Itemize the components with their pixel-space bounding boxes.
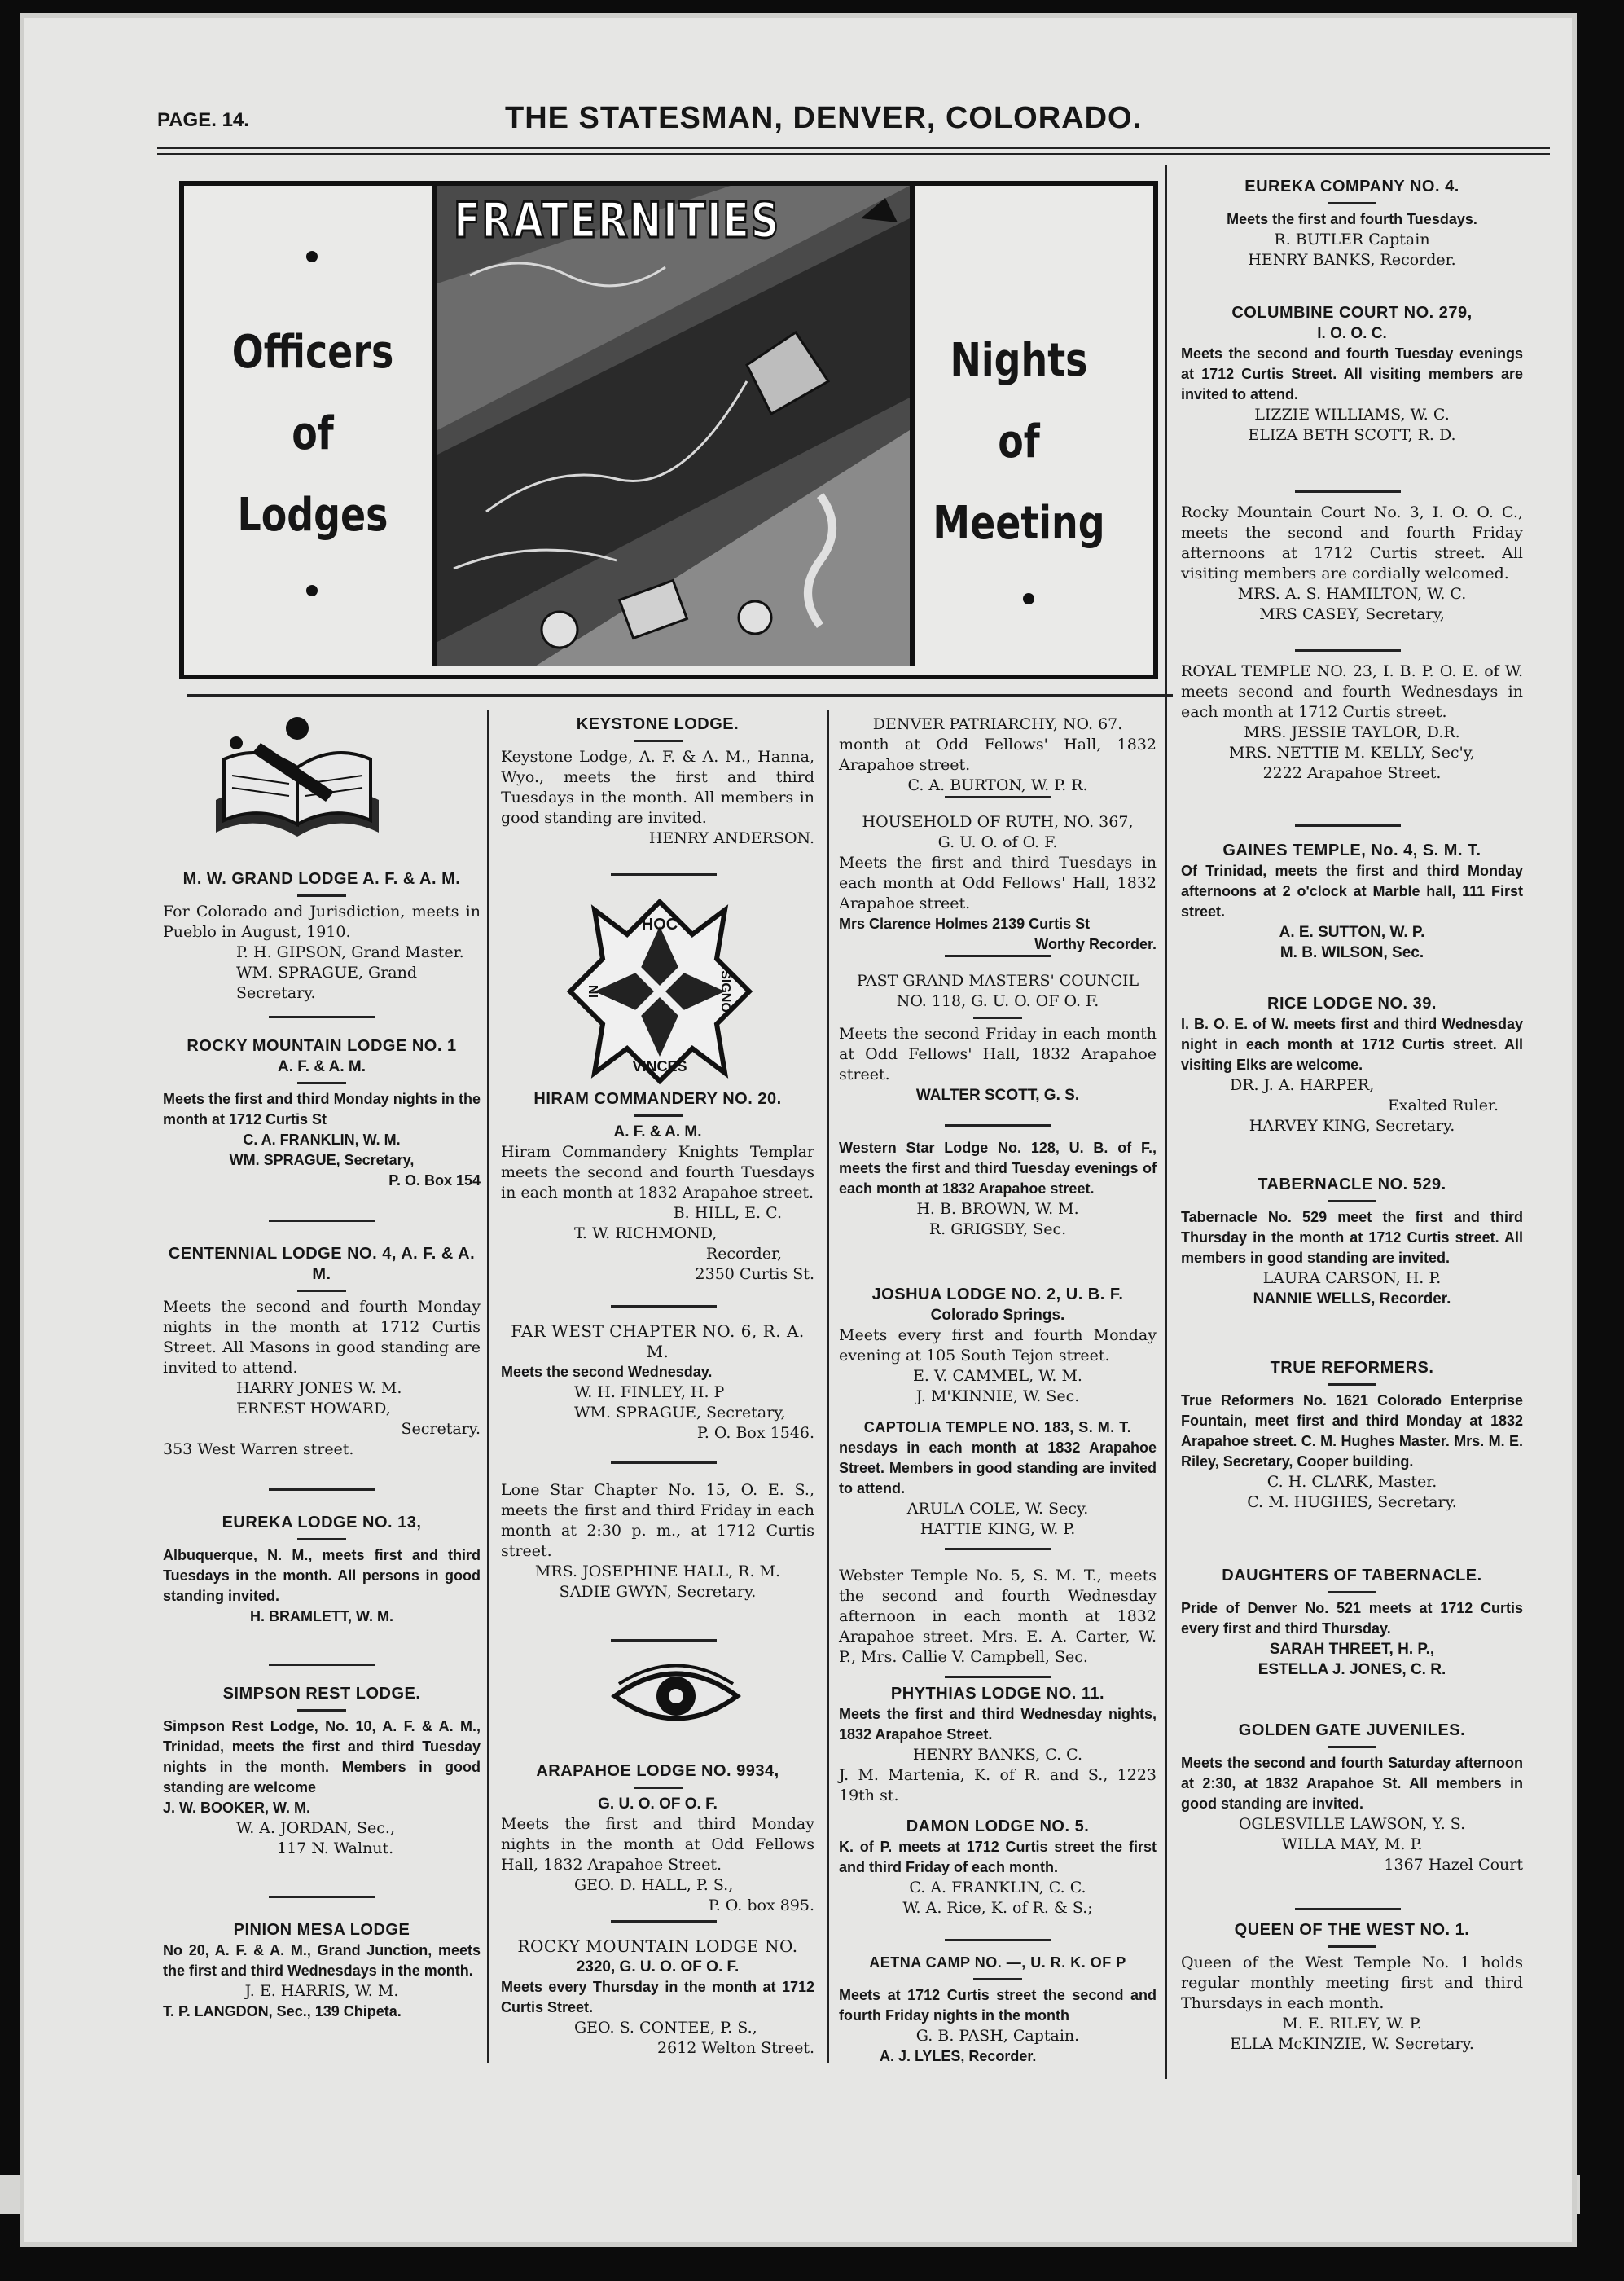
- officer: W. A. JORDAN, Sec.,: [236, 1819, 396, 1837]
- short-rule: [1328, 1200, 1376, 1202]
- all-seeing-eye-icon: [611, 1664, 741, 1729]
- officer: C. H. CLARK, Master.: [1266, 1473, 1437, 1491]
- officer: Mrs Clarence Holmes 2139 Curtis St: [839, 916, 1091, 932]
- entry-body: Meets the second and fourth Saturday afternoon at 2:30, at 1832 Arapahoe St. All members in good standing are invited.: [1181, 1755, 1523, 1812]
- officer: M. E. RILEY, W. P.: [1282, 2015, 1422, 2033]
- page-number: PAGE. 14.: [157, 109, 249, 131]
- lodge-entry: [839, 1566, 1157, 1668]
- officer: MRS CASEY, Secretary,: [1259, 605, 1445, 623]
- entry-title: CAPTOLIA TEMPLE NO. 183, S. M. T.: [863, 1419, 1132, 1435]
- column-rule: [487, 710, 489, 2063]
- entry-body: Webster Temple No. 5, S. M. T., meets the second and fourth Wednesday afternoon in each month at 1832 Arapahoe street. Mrs. E. A. Carter, W. P., Mrs. Callie V. Campbell, Sec.: [839, 1567, 1157, 1666]
- entry-body: Keystone Lodge, A. F. & A. M., Hanna, Wyo., meets the first and third Tuesdays in the month. All members in good standing are invited.: [501, 748, 814, 827]
- entry-separator: [611, 1920, 717, 1923]
- entry-title: TRUE REFORMERS.: [1270, 1359, 1434, 1377]
- entry-title: JOSHUA LODGE NO. 2, U. B. F.: [871, 1286, 1124, 1303]
- entry-separator: [269, 1488, 375, 1491]
- entry-body: Lone Star Chapter No. 15, O. E. S., meets the first and third Friday in each month at 2:30 p. m., at 1712 Curtis street.: [501, 1481, 814, 1560]
- entry-title: PAST GRAND MASTERS' COUNCIL: [856, 972, 1139, 990]
- officer: WM. SPRAGUE, Secretary,: [574, 1404, 786, 1422]
- officer-address: P. O. box 895.: [708, 1896, 814, 1914]
- banner-right-line-2: of: [998, 415, 1040, 468]
- cross-word-left: IN: [587, 985, 601, 998]
- entry-body: Meets the first and fourth Tuesdays.: [1227, 211, 1477, 227]
- entry-title: FAR WEST CHAPTER NO. 6, R. A. M.: [511, 1321, 805, 1361]
- officer: A. J. LYLES, Recorder.: [880, 2048, 1037, 2064]
- entry-body: Albuquerque, N. M., meets first and third Tuesdays in the month. All persons in good standing invited.: [163, 1547, 481, 1604]
- entry-separator: [269, 1220, 375, 1222]
- officer: DR. J. A. HARPER,: [1230, 1076, 1375, 1094]
- entry-body: Meets the first and third Monday nights in the month at 1712 Curtis St: [163, 1091, 481, 1127]
- entry-body: month at Odd Fellows' Hall, 1832 Arapahoe street.: [839, 736, 1157, 774]
- officer: J. W. BOOKER, W. M.: [163, 1800, 311, 1816]
- officer: LIZZIE WILLIAMS, W. C.: [1254, 406, 1450, 424]
- lodge-entry: [1181, 661, 1523, 784]
- officer-address: 117 N. Walnut.: [277, 1839, 394, 1857]
- entry-separator: [269, 1016, 375, 1018]
- officer-title: Recorder,: [705, 1245, 782, 1263]
- entry-body: Rocky Mountain Court No. 3, I. O. O. C., meets the second and fourth Friday afternoons at 1712 Curtis street. All visiting members are cordially welcomed.: [1181, 503, 1523, 582]
- entry-separator: [611, 1305, 717, 1308]
- short-rule: [1328, 202, 1376, 204]
- officer: ELIZA BETH SCOTT, R. D.: [1248, 426, 1456, 444]
- entry-title: DENVER PATRIARCHY, NO. 67.: [872, 715, 1123, 733]
- banner-illustration: [432, 186, 915, 666]
- entry-title: CENTENNIAL LODGE NO. 4, A. F. & A. M.: [168, 1245, 476, 1283]
- entry-separator: [611, 1639, 717, 1642]
- entry-subtitle: A. F. & A. M.: [613, 1123, 702, 1140]
- ornament-dot-icon: [306, 251, 318, 262]
- entry-separator: [945, 1676, 1051, 1678]
- lodge-entry: [839, 1953, 1157, 2067]
- officer: T. P. LANGDON, Sec., 139 Chipeta.: [163, 2003, 402, 2019]
- entry-subtitle: G. U. O. of O. F.: [937, 833, 1058, 851]
- officer: ESTELLA J. JONES, C. R.: [1258, 1661, 1446, 1678]
- officer-title: Worthy Recorder.: [1034, 936, 1157, 952]
- officer: P. H. GIPSON, Grand Master.: [236, 943, 464, 961]
- banner-bottom-rule: [187, 694, 1173, 697]
- entry-title: HIRAM COMMANDERY NO. 20.: [533, 1090, 782, 1108]
- officer-title: Secretary.: [401, 1420, 481, 1438]
- lodge-entry: [501, 714, 814, 849]
- cross-word-right: SIGNO: [718, 970, 732, 1013]
- officer: MRS. JOSEPHINE HALL, R. M.: [534, 1562, 781, 1580]
- entry-title: PHYTHIAS LODGE NO. 11.: [890, 1685, 1105, 1703]
- entry-body: Of Trinidad, meets the first and third Monday afternoons at 2 o'clock at Marble hall, 111 First street.: [1181, 863, 1523, 920]
- lodge-entry: [501, 1936, 814, 2059]
- entry-body: ROYAL TEMPLE NO. 23, I. B. P. O. E. of W. meets second and fourth Wednesdays in each month at 1712 Curtis street.: [1181, 662, 1523, 721]
- officer: HARVEY KING, Secretary.: [1249, 1117, 1455, 1135]
- officer: LAURA CARSON, H. P.: [1262, 1269, 1442, 1287]
- lodge-entry: [163, 869, 481, 1004]
- entry-body: Tabernacle No. 529 meet the first and third Thursday in the month at 1712 Curtis street. All members in good standing are invited.: [1181, 1209, 1523, 1266]
- lodge-entry: [839, 1138, 1157, 1240]
- entry-separator: [945, 955, 1051, 957]
- short-rule: [634, 1114, 683, 1117]
- officer: M. B. WILSON, Sec.: [1279, 944, 1424, 961]
- officer: T. W. RICHMOND,: [574, 1224, 718, 1242]
- entry-title: PINION MESA LODGE: [233, 1921, 410, 1939]
- newspaper-page: [24, 18, 1572, 2242]
- entry-body: True Reformers No. 1621 Colorado Enterprise Fountain, meet first and third Monday at 1832 Arapahoe street. C. M. Hughes Master. Mrs. M. E. Riley, Secretary, Cooper building.: [1181, 1392, 1523, 1470]
- officer: ARULA COLE, W. Secy.: [906, 1500, 1089, 1518]
- entry-separator: [611, 873, 717, 876]
- entry-separator: [1295, 490, 1401, 493]
- entry-title: EUREKA COMPANY NO. 4.: [1244, 178, 1459, 196]
- officer-address: 2350 Curtis St.: [695, 1265, 814, 1283]
- entry-separator: [945, 796, 1051, 798]
- entry-title: DAMON LODGE NO. 5.: [906, 1817, 1090, 1835]
- entry-subtitle: NO. 118, G. U. O. OF O. F.: [896, 992, 1099, 1010]
- officer: R. GRIGSBY, Sec.: [928, 1220, 1067, 1238]
- banner-right-line-3: Meeting: [933, 497, 1105, 550]
- fraternities-banner: [179, 181, 1158, 679]
- entry-body: nesdays in each month at 1832 Arapahoe Street. Members in good standing are invited to attend.: [839, 1439, 1157, 1496]
- officer: C. A. BURTON, W. P. R.: [907, 776, 1088, 794]
- officer: W. A. Rice, K. of R. & S.;: [902, 1899, 1093, 1917]
- lodge-entry: [1181, 841, 1523, 963]
- short-rule: [1328, 1945, 1376, 1948]
- officer: NANNIE WELLS, Recorder.: [1253, 1290, 1451, 1308]
- entry-title: GAINES TEMPLE, No. 4, S. M. T.: [1222, 842, 1481, 859]
- officer-address: P. O. Box 1546.: [696, 1424, 814, 1442]
- entry-body: For Colorado and Jurisdiction, meets in Pueblo in August, 1910.: [163, 903, 481, 941]
- ornament-dot-icon: [1023, 593, 1034, 604]
- entry-title: ARAPAHOE LODGE NO. 9934,: [536, 1762, 779, 1780]
- column-rule: [1165, 165, 1167, 2079]
- lodge-entry: [839, 971, 1157, 1105]
- entry-body: No 20, A. F. & A. M., Grand Junction, meets the first and third Wednesdays in the month.: [163, 1942, 481, 1979]
- entry-body: Meets the second Wednesday.: [501, 1364, 713, 1380]
- lodge-entry: [1181, 303, 1523, 446]
- entry-title: EUREKA LODGE NO. 13,: [222, 1514, 422, 1532]
- header-rule-thin: [157, 153, 1550, 155]
- short-rule: [297, 1290, 346, 1292]
- lodge-entry: [163, 1920, 481, 2022]
- officer: GEO. D. HALL, P. S.,: [574, 1876, 734, 1894]
- maltese-cross-icon: [562, 894, 757, 1089]
- short-rule: [297, 1709, 346, 1712]
- officer: HATTIE KING, W. P.: [920, 1520, 1076, 1538]
- officer: WILLA MAY, M. P.: [1281, 1835, 1423, 1853]
- entry-separator: [1295, 1908, 1401, 1910]
- officer: H. B. BROWN, W. M.: [916, 1200, 1079, 1218]
- banner-left-line-3: Lodges: [237, 489, 388, 542]
- officer: MRS. JESSIE TAYLOR, D.R.: [1244, 723, 1460, 741]
- officer: WM. SPRAGUE, Secretary,: [229, 1152, 415, 1168]
- entry-body: Queen of the West Temple No. 1 holds regular monthly meeting first and third Thursdays in each month.: [1181, 1954, 1523, 2012]
- entry-separator: [269, 1664, 375, 1666]
- header-rule: [157, 147, 1550, 149]
- entry-title: M. W. GRAND LODGE A. F. & A. M.: [182, 870, 461, 888]
- entry-body: Meets the first and third Monday nights in the month at Odd Fellows Hall, 1832 Arapahoe Street.: [501, 1815, 814, 1874]
- entry-separator: [1295, 824, 1401, 827]
- entry-title: GOLDEN GATE JUVENILES.: [1238, 1721, 1466, 1739]
- officer: HENRY ANDERSON.: [648, 829, 814, 847]
- officer: E. V. CAMMEL, W. M.: [913, 1367, 1082, 1385]
- banner-left-text: [219, 312, 406, 556]
- cross-word-bottom: VINCES: [632, 1058, 687, 1075]
- officer: C. A. FRANKLIN, W. M.: [243, 1132, 401, 1148]
- officer-address: 2222 Arapahoe Street.: [1262, 764, 1442, 782]
- short-rule: [1328, 1591, 1376, 1593]
- short-rule: [297, 894, 346, 897]
- entry-separator: [945, 1548, 1051, 1550]
- short-rule: [1328, 1383, 1376, 1386]
- officer: HENRY BANKS, C. C.: [912, 1746, 1083, 1764]
- entry-body: Hiram Commandery Knights Templar meets the second and fourth Tuesdays in each month at 1832 Arapahoe street.: [501, 1143, 814, 1202]
- lodge-entry: [1181, 1175, 1523, 1309]
- lodge-entry: [163, 1513, 481, 1627]
- entry-title: DAUGHTERS OF TABERNACLE.: [1222, 1567, 1482, 1584]
- entry-body: Western Star Lodge No. 128, U. B. of F., meets the first and third Tuesday evenings of each month at 1832 Arapahoe street.: [839, 1140, 1157, 1197]
- entry-subtitle: Colorado Springs.: [930, 1307, 1065, 1324]
- officer: WALTER SCOTT, G. S.: [915, 1087, 1080, 1104]
- lodge-entry: [501, 1089, 814, 1285]
- officer: WM. SPRAGUE, Grand Secretary.: [236, 964, 418, 1002]
- entry-title: RICE LODGE NO. 39.: [1267, 995, 1437, 1013]
- short-rule: [973, 1017, 1022, 1019]
- officer: A. E. SUTTON, W. P.: [1279, 924, 1425, 941]
- officer: J. M. Martenia, K. of R. and S., 1223 19th st.: [839, 1766, 1157, 1804]
- officer: HARRY JONES W. M.: [236, 1379, 402, 1397]
- entry-separator: [945, 1124, 1051, 1127]
- entry-title: COLUMBINE COURT NO. 279,: [1231, 304, 1473, 322]
- officer-address: P. O. Box 154: [388, 1172, 481, 1189]
- entry-subtitle: I. O. O. C.: [1317, 325, 1387, 342]
- entry-title: SIMPSON REST LODGE.: [222, 1685, 421, 1703]
- short-rule: [297, 1538, 346, 1540]
- entry-title: ROCKY MOUNTAIN LODGE NO. 1: [187, 1037, 457, 1055]
- lodge-entry: [839, 812, 1157, 955]
- officer-title: Exalted Ruler.: [1388, 1097, 1499, 1114]
- banner-center-title: FRATERNITIES: [454, 192, 780, 249]
- officer: OGLESVILLE LAWSON, Y. S.: [1238, 1815, 1466, 1833]
- entry-body: Meets at 1712 Curtis street the second and fourth Friday nights in the month: [839, 1987, 1157, 2024]
- entry-separator: [1295, 649, 1401, 652]
- lodge-entry: [839, 714, 1157, 796]
- lodge-entry: [839, 1285, 1157, 1407]
- officer-address: 353 West Warren street.: [163, 1440, 354, 1458]
- entry-title: KEYSTONE LODGE.: [576, 715, 740, 733]
- entry-separator: [611, 1461, 717, 1464]
- column-rule: [827, 710, 829, 2063]
- entry-separator: [945, 1939, 1051, 1941]
- officer: ELLA McKINZIE, W. Secretary.: [1230, 2035, 1474, 2053]
- lodge-entry: [1181, 1566, 1523, 1680]
- entry-separator: [269, 1896, 375, 1898]
- fraternities-illustration-icon: [437, 186, 910, 666]
- lodge-entry: [501, 1321, 814, 1444]
- lodge-entry: [1181, 1920, 1523, 2055]
- entry-title: ROCKY MOUNTAIN LODGE NO.: [517, 1936, 798, 1956]
- officer: MRS. NETTIE M. KELLY, Sec'y,: [1229, 744, 1475, 762]
- lodge-entry: [163, 1036, 481, 1191]
- officer: H. BRAMLETT, W. M.: [250, 1608, 393, 1624]
- entry-body: I. B. O. E. of W. meets first and third Wednesday night in each month at 1712 Curtis street. All visiting Elks are welcome.: [1181, 1016, 1523, 1073]
- lodge-entry: [1181, 994, 1523, 1136]
- open-bible-icon: [204, 710, 391, 849]
- entry-body: Meets every first and fourth Monday evening at 105 South Tejon street.: [839, 1326, 1157, 1365]
- lodge-entry: [163, 1684, 481, 1859]
- lodge-entry: [839, 1417, 1157, 1540]
- lodge-entry: [501, 1480, 814, 1602]
- officer: GEO. S. CONTEE, P. S.,: [574, 2019, 757, 2037]
- short-rule: [297, 1082, 346, 1084]
- entry-body: K. of P. meets at 1712 Curtis street the first and third Friday of each month.: [839, 1839, 1157, 1875]
- short-rule: [973, 1978, 1022, 1980]
- officer: C. M. HUGHES, Secretary.: [1247, 1493, 1457, 1511]
- officer: C. A. FRANKLIN, C. C.: [909, 1879, 1086, 1896]
- officer-address: 2612 Welton Street.: [657, 2039, 814, 2057]
- lodge-entry: [839, 1684, 1157, 1806]
- entry-body: Meets every Thursday in the month at 1712 Curtis Street.: [501, 1979, 814, 2015]
- lodge-entry: [163, 1244, 481, 1460]
- lodge-entry: [839, 1817, 1157, 1918]
- lodge-entry: [1181, 1358, 1523, 1513]
- entry-subtitle: G. U. O. OF O. F.: [598, 1795, 718, 1813]
- entry-body: Meets the second and fourth Tuesday evenings at 1712 Curtis Street. All visiting members are invited to attend.: [1181, 345, 1523, 402]
- cross-word-top: HOC: [641, 916, 678, 934]
- entry-title: HOUSEHOLD OF RUTH, NO. 367,: [862, 813, 1134, 831]
- entry-title: TABERNACLE NO. 529.: [1258, 1176, 1446, 1193]
- officer: W. H. FINLEY, H. P: [574, 1383, 725, 1401]
- officer: J. M'KINNIE, W. Sec.: [915, 1387, 1080, 1405]
- officer-address: 1367 Hazel Court: [1384, 1856, 1523, 1874]
- officer: ERNEST HOWARD,: [236, 1400, 391, 1417]
- officer: HENRY BANKS, Recorder.: [1248, 251, 1456, 269]
- lodge-entry: [1181, 503, 1523, 625]
- banner-left-line-2: of: [292, 407, 334, 460]
- entry-title: QUEEN OF THE WEST NO. 1.: [1234, 1921, 1470, 1939]
- lodge-entry: [1181, 177, 1523, 270]
- masthead-title: THE STATESMAN, DENVER, COLORADO.: [505, 101, 1143, 135]
- entry-subtitle: A. F. & A. M.: [277, 1058, 366, 1075]
- officer: SADIE GWYN, Secretary.: [559, 1583, 757, 1601]
- officer: MRS. A. S. HAMILTON, W. C.: [1237, 585, 1467, 603]
- short-rule: [634, 1787, 683, 1789]
- officer: B. HILL, E. C.: [673, 1204, 782, 1222]
- entry-body: Pride of Denver No. 521 meets at 1712 Curtis every first and third Thursday.: [1181, 1600, 1523, 1637]
- lodge-entry: [1181, 1721, 1523, 1875]
- banner-left-line-1: Officers: [231, 326, 394, 379]
- officer: J. E. HARRIS, W. M.: [244, 1982, 399, 2000]
- officer: SARAH THREET, H. P.,: [1269, 1641, 1435, 1658]
- entry-body: Meets the second and fourth Monday nights in the month at 1712 Curtis Street. All Masons in good standing are invited to attend.: [163, 1298, 481, 1377]
- entry-body: Simpson Rest Lodge, No. 10, A. F. & A. M., Trinidad, meets the first and third Tuesday nights in the month. Members in good standing are welcome: [163, 1718, 481, 1795]
- ornament-dot-icon: [306, 585, 318, 596]
- entry-body: Meets the first and third Wednesday nights, 1832 Arapahoe Street.: [839, 1706, 1157, 1743]
- entry-body: Meets the second Friday in each month at Odd Fellows' Hall, 1832 Arapahoe street.: [839, 1025, 1157, 1083]
- short-rule: [634, 740, 683, 742]
- entry-body: Meets the first and third Tuesdays in each month at Odd Fellows' Hall, 1832 Arapahoe street.: [839, 854, 1157, 912]
- officer: G. B. PASH, Captain.: [915, 2027, 1080, 2045]
- short-rule: [1328, 1746, 1376, 1748]
- officer: R. BUTLER Captain: [1274, 231, 1430, 248]
- entry-title: AETNA CAMP NO. —, U. R. K. OF P: [869, 1954, 1126, 1971]
- lodge-entry: [501, 1761, 814, 1916]
- banner-right-line-1: Nights: [950, 334, 1088, 387]
- banner-right-text: [925, 320, 1113, 565]
- entry-subtitle: 2320, G. U. O. OF O. F.: [576, 1958, 740, 1976]
